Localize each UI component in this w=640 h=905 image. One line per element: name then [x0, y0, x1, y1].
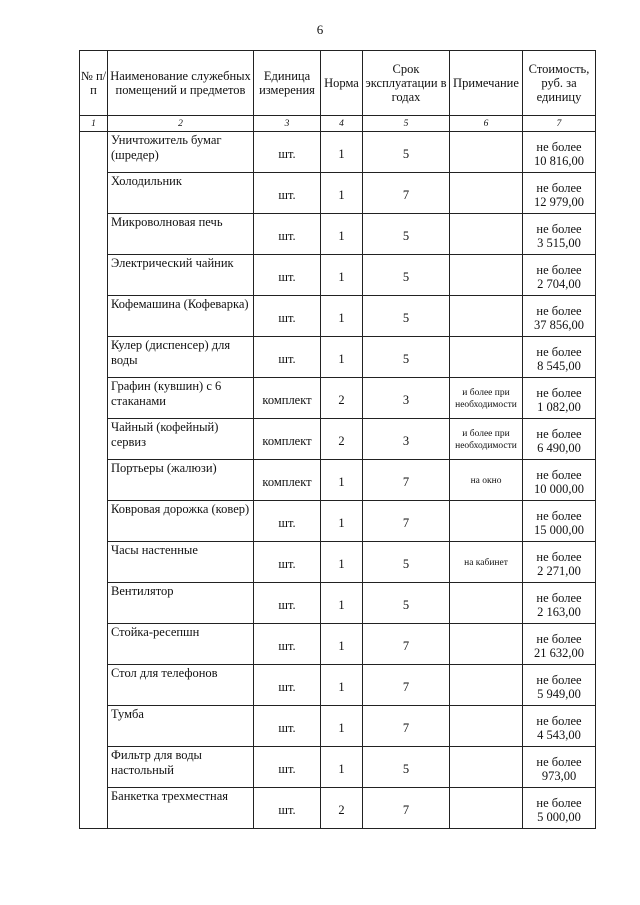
item-unit: шт.	[254, 173, 321, 214]
table-row	[80, 378, 596, 419]
item-unit: шт.	[254, 501, 321, 542]
column-number: 1	[80, 116, 108, 132]
item-note	[450, 624, 523, 665]
item-cost	[523, 542, 596, 583]
page-number: 6	[316, 22, 324, 37]
table-row	[80, 788, 596, 829]
cost-value: 4 543,00	[537, 728, 581, 742]
item-note: и более при необходимости	[450, 419, 523, 460]
column-number: 7	[523, 116, 596, 132]
item-term: 3	[363, 419, 450, 460]
cost-prefix: не более	[536, 427, 582, 441]
item-name: Холодильник	[108, 173, 254, 214]
item-cost	[523, 747, 596, 788]
table-row	[80, 583, 596, 624]
table-row	[80, 460, 596, 501]
cost-prefix: не более	[536, 345, 582, 359]
item-note	[450, 788, 523, 829]
column-number: 6	[450, 116, 523, 132]
header-cost: Стоимость, руб. за единицу	[523, 51, 596, 116]
item-norm: 1	[321, 214, 363, 255]
item-term: 7	[363, 501, 450, 542]
cost-value: 12 979,00	[534, 195, 584, 209]
cost-value: 10 816,00	[534, 154, 584, 168]
cost-value: 8 545,00	[537, 359, 581, 373]
item-norm: 1	[321, 665, 363, 706]
cost-prefix: не более	[536, 222, 582, 236]
item-term: 7	[363, 173, 450, 214]
cost-value: 37 856,00	[534, 318, 584, 332]
cost-value: 2 271,00	[537, 564, 581, 578]
header-note: Примечание	[450, 51, 523, 116]
item-norm: 1	[321, 296, 363, 337]
inventory-table	[79, 50, 596, 829]
item-cost	[523, 419, 596, 460]
item-cost	[523, 460, 596, 501]
table-row	[80, 337, 596, 378]
item-unit: шт.	[254, 255, 321, 296]
item-term: 5	[363, 337, 450, 378]
item-name: Тумба	[108, 706, 254, 747]
table-row	[80, 419, 596, 460]
item-cost	[523, 788, 596, 829]
item-term: 7	[363, 788, 450, 829]
item-name: Стол для телефонов	[108, 665, 254, 706]
item-term: 7	[363, 460, 450, 501]
item-note	[450, 132, 523, 173]
item-term: 7	[363, 624, 450, 665]
table-row	[80, 624, 596, 665]
cost-value: 5 949,00	[537, 687, 581, 701]
item-note	[450, 173, 523, 214]
item-cost	[523, 706, 596, 747]
row-number-cell	[80, 132, 108, 829]
item-name: Банкетка трехместная	[108, 788, 254, 829]
item-note: и более при необходимости	[450, 378, 523, 419]
table-row	[80, 173, 596, 214]
item-name: Микроволновая печь	[108, 214, 254, 255]
column-number: 4	[321, 116, 363, 132]
item-note	[450, 747, 523, 788]
item-norm: 1	[321, 132, 363, 173]
table-row	[80, 132, 596, 173]
header-unit: Единица измерения	[254, 51, 321, 116]
item-unit: шт.	[254, 583, 321, 624]
item-norm: 1	[321, 337, 363, 378]
table-row	[80, 747, 596, 788]
cost-value: 1 082,00	[537, 400, 581, 414]
item-term: 5	[363, 747, 450, 788]
item-unit: шт.	[254, 788, 321, 829]
cost-value: 10 000,00	[534, 482, 584, 496]
table-row	[80, 501, 596, 542]
item-norm: 2	[321, 378, 363, 419]
cost-value: 21 632,00	[534, 646, 584, 660]
header-term: Срок эксплуатации в годах	[363, 51, 450, 116]
item-unit: шт.	[254, 706, 321, 747]
item-name: Чайный (кофейный) сервиз	[108, 419, 254, 460]
item-unit: шт.	[254, 214, 321, 255]
cost-prefix: не более	[536, 263, 582, 277]
header-norm: Норма	[321, 51, 363, 116]
item-term: 7	[363, 706, 450, 747]
column-number: 3	[254, 116, 321, 132]
cost-value: 2 704,00	[537, 277, 581, 291]
cost-prefix: не более	[536, 386, 582, 400]
item-name: Графин (кувшин) с 6 стаканами	[108, 378, 254, 419]
cost-prefix: не более	[536, 304, 582, 318]
item-term: 5	[363, 296, 450, 337]
table-row	[80, 296, 596, 337]
item-norm: 1	[321, 501, 363, 542]
item-name: Электрический чайник	[108, 255, 254, 296]
item-unit: комплект	[254, 460, 321, 501]
cost-prefix: не более	[536, 509, 582, 523]
item-unit: шт.	[254, 665, 321, 706]
item-note	[450, 214, 523, 255]
item-note: на кабинет	[450, 542, 523, 583]
table-row	[80, 706, 596, 747]
item-note	[450, 501, 523, 542]
cost-prefix: не более	[536, 181, 582, 195]
item-cost	[523, 132, 596, 173]
item-unit: комплект	[254, 378, 321, 419]
item-cost	[523, 501, 596, 542]
cost-prefix: не более	[536, 140, 582, 154]
item-note	[450, 337, 523, 378]
item-term: 5	[363, 132, 450, 173]
item-unit: шт.	[254, 542, 321, 583]
cost-value: 6 490,00	[537, 441, 581, 455]
item-note: на окно	[450, 460, 523, 501]
item-note	[450, 706, 523, 747]
item-norm: 1	[321, 542, 363, 583]
cost-prefix: не более	[536, 591, 582, 605]
cost-prefix: не более	[536, 468, 582, 482]
item-cost	[523, 337, 596, 378]
item-norm: 1	[321, 255, 363, 296]
item-note	[450, 665, 523, 706]
item-name: Стойка-ресепшн	[108, 624, 254, 665]
item-unit: шт.	[254, 132, 321, 173]
item-term: 5	[363, 583, 450, 624]
item-norm: 1	[321, 624, 363, 665]
item-norm: 2	[321, 419, 363, 460]
column-number-row	[80, 116, 596, 132]
table-row	[80, 214, 596, 255]
item-cost	[523, 665, 596, 706]
cost-prefix: не более	[536, 550, 582, 564]
item-unit: шт.	[254, 747, 321, 788]
item-note	[450, 583, 523, 624]
item-name: Вентилятор	[108, 583, 254, 624]
item-note	[450, 296, 523, 337]
item-cost	[523, 214, 596, 255]
cost-prefix: не более	[536, 796, 582, 810]
cost-value: 973,00	[541, 769, 577, 783]
item-cost	[523, 173, 596, 214]
item-name: Фильтр для воды настольный	[108, 747, 254, 788]
cost-prefix: не более	[536, 755, 582, 769]
cost-value: 15 000,00	[534, 523, 584, 537]
item-name: Часы настенные	[108, 542, 254, 583]
header-row	[80, 51, 596, 116]
item-norm: 1	[321, 747, 363, 788]
item-cost	[523, 255, 596, 296]
item-term: 5	[363, 255, 450, 296]
item-note	[450, 255, 523, 296]
cost-value: 2 163,00	[537, 605, 581, 619]
header-number: № п/п	[80, 51, 108, 116]
item-term: 5	[363, 542, 450, 583]
item-term: 5	[363, 214, 450, 255]
cost-value: 5 000,00	[537, 810, 581, 824]
item-unit: шт.	[254, 296, 321, 337]
item-name: Кулер (диспенсер) для воды	[108, 337, 254, 378]
item-cost	[523, 583, 596, 624]
item-name: Портьеры (жалюзи)	[108, 460, 254, 501]
table-row	[80, 665, 596, 706]
item-name: Кофемашина (Кофеварка)	[108, 296, 254, 337]
cost-prefix: не более	[536, 632, 582, 646]
item-unit: комплект	[254, 419, 321, 460]
item-cost	[523, 378, 596, 419]
cost-prefix: не более	[536, 714, 582, 728]
item-norm: 1	[321, 173, 363, 214]
column-number: 5	[363, 116, 450, 132]
item-name: Ковровая дорожка (ковер)	[108, 501, 254, 542]
column-number: 2	[108, 116, 254, 132]
item-term: 3	[363, 378, 450, 419]
item-norm: 1	[321, 460, 363, 501]
item-norm: 1	[321, 706, 363, 747]
item-unit: шт.	[254, 624, 321, 665]
item-norm: 1	[321, 583, 363, 624]
item-cost	[523, 296, 596, 337]
item-name: Уничтожитель бумаг (шредер)	[108, 132, 254, 173]
item-norm: 2	[321, 788, 363, 829]
item-cost	[523, 624, 596, 665]
table-row	[80, 255, 596, 296]
item-term: 7	[363, 665, 450, 706]
cost-prefix: не более	[536, 673, 582, 687]
table-row	[80, 542, 596, 583]
item-unit: шт.	[254, 337, 321, 378]
cost-value: 3 515,00	[537, 236, 581, 250]
header-name: Наименование служебных помещений и предметов	[108, 51, 254, 116]
